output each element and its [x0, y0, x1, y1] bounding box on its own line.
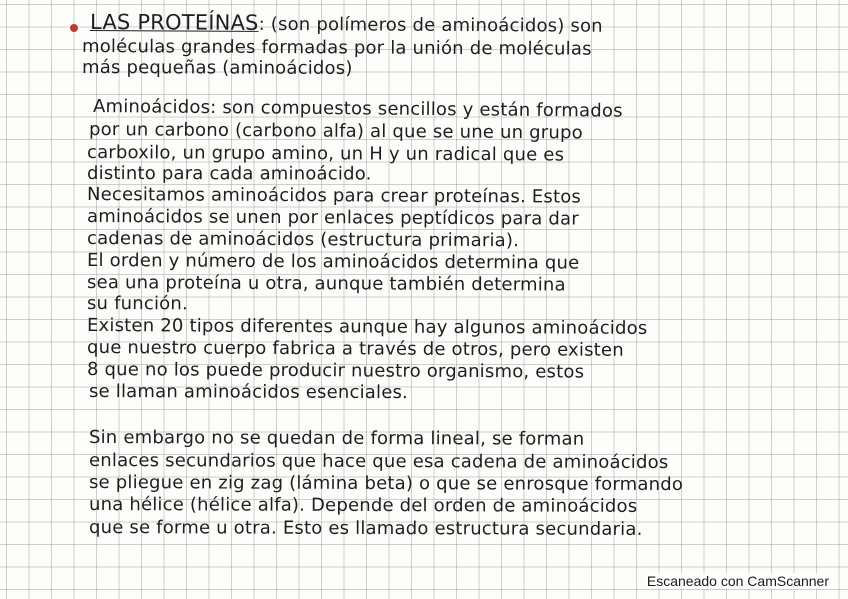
paragraph-line: Necesitamos aminoácidos para crear proteínas. Estos [86, 184, 582, 208]
paragraph-line: cadenas de aminoácidos (estructura primaria). [86, 228, 520, 252]
paragraph-line: sea una proteína u otra, aunque también determina [86, 272, 566, 296]
paragraph-line: que se forme u otra. Esto es llamado estructura secundaria. [88, 517, 643, 540]
paragraph-line: por un carbono (carbono alfa) al que se une un grupo [88, 119, 583, 144]
paragraph-line: 8 que no los puede producir nuestro organismo, estos [86, 359, 585, 383]
bullet-dot [70, 24, 78, 32]
paragraph-line: Existen 20 tipos diferentes aunque hay algunos aminoácidos [86, 315, 648, 339]
intro-line: moléculas grandes formadas por la unión de moléculas [81, 36, 592, 60]
paragraph-line: se llaman aminoácidos esenciales. [88, 381, 409, 404]
paragraph-line: aminoácidos se unen por enlaces peptídicos para dar [86, 206, 579, 230]
paragraph-line: carboxilo, un grupo amino, un H y un radical que es [86, 142, 565, 166]
paragraph-line: enlaces secundarios que hace que esa cadena de aminoácidos [88, 450, 669, 474]
note-title: LAS PROTEÍNAS [89, 10, 259, 35]
paragraph-line: se pliegue en zig zag (lámina beta) o que se enrosque formando [88, 472, 684, 496]
intro-line: más pequeñas (aminoácidos) [81, 57, 353, 79]
paragraph-line: una hélice (hélice alfa). Depende del orden de aminoácidos [88, 494, 638, 517]
intro-line: : (son polímeros de aminoácidos) son [258, 13, 603, 37]
paragraph-line: Sin embargo no se quedan de forma lineal, se forman [88, 427, 585, 450]
paragraph-line: su función. [86, 293, 188, 315]
paragraph-line: El orden y número de los aminoácidos determina que [86, 250, 580, 274]
paragraph-line: distinto para cada aminoácido. [86, 163, 372, 185]
scanner-watermark: Escaneado con CamScanner [646, 573, 829, 589]
paragraph-line: Aminoácidos: son compuestos sencillos y están formados [92, 96, 623, 122]
title-line [90, 10, 603, 37]
paragraph-line: que nuestro cuerpo fabrica a través de otros, pero existen [86, 337, 624, 361]
